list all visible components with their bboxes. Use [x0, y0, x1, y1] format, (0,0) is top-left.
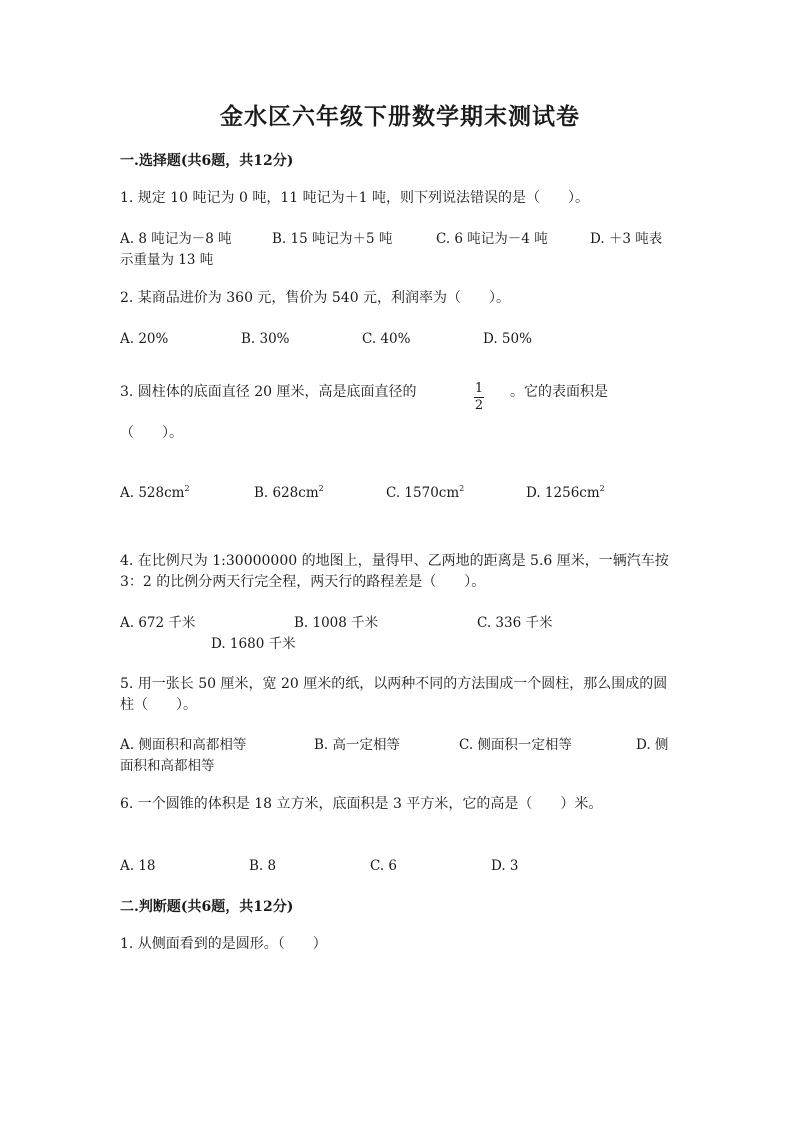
- unit-cm: cm: [438, 485, 460, 501]
- question-3-text: 3. 圆柱体的底面直径 20 厘米，高是底面直径的: [120, 384, 417, 400]
- unit-sup: 2: [318, 484, 324, 493]
- unit-cm: cm: [579, 485, 600, 501]
- unit-cm: cm: [298, 485, 319, 501]
- q6-option-b: B. 8: [249, 858, 277, 874]
- section-heading-judgment: 二.判断题(共6题，共12分): [120, 899, 294, 915]
- q1-option-b: B. 15 吨记为＋5 吨: [272, 231, 393, 247]
- q3-option-a-value: A. 528: [120, 485, 165, 501]
- question-3-text-after: 。它的表面积是: [510, 384, 608, 400]
- question-2-text: 2. 某商品进价为 360 元，售价为 540 元，利润率为（ ）。: [120, 290, 511, 306]
- q3-option-b-value: B. 628: [254, 485, 299, 501]
- q5-option-d-continued: 面积和高都相等: [120, 758, 215, 774]
- q3-option-c-value: C. 1570: [386, 485, 439, 501]
- q3-option-d-value: D. 1256: [526, 485, 580, 501]
- q5-option-b: B. 高一定相等: [314, 737, 401, 753]
- fraction-one-half: [474, 377, 484, 413]
- q4-option-b: B. 1008 千米: [294, 615, 379, 631]
- unit-sup: 2: [184, 484, 190, 493]
- page-title: 金水区六年级下册数学期末测试卷: [220, 103, 580, 130]
- q2-option-a: A. 20%: [120, 331, 169, 347]
- question-1-text: 1. 规定 10 吨记为 0 吨，11 吨记为＋1 吨，则下列说法错误的是（ ）。: [120, 190, 589, 206]
- q3-option-d: [526, 478, 605, 504]
- section-heading-choice: 一.选择题(共6题，共12分): [120, 153, 294, 169]
- q4-option-d: D. 1680 千米: [211, 636, 296, 652]
- unit-sup: 2: [599, 484, 605, 493]
- unit-sup: 2: [459, 484, 465, 493]
- question-4-text: 4. 在比例尺为 1:30000000 的地图上，量得甲、乙两地的距离是 5.6 厘米，一辆汽车按 3：2 的比例分两天行完全程，两天行的路程差是（ ）。: [120, 553, 669, 590]
- q4-option-c: C. 336 千米: [477, 615, 553, 631]
- q1-option-a: A. 8 吨记为－8 吨: [120, 231, 232, 247]
- question-5-text: 5. 用一张长 50 厘米，宽 20 厘米的纸，以两种不同的方法围成一个圆柱，那么围成的圆柱（ ）。: [120, 676, 668, 713]
- q3-option-b: [254, 478, 324, 504]
- question-6-text: 6. 一个圆锥的体积是 18 立方米，底面积是 3 平方米，它的高是（ ）米。: [120, 796, 603, 812]
- q3-option-a: [120, 478, 190, 504]
- q2-option-c: C. 40%: [362, 331, 411, 347]
- q2-option-b: B. 30%: [241, 331, 290, 347]
- q4-option-a: A. 672 千米: [120, 615, 196, 631]
- unit-cm: cm: [164, 485, 185, 501]
- q3-option-c: [386, 478, 464, 504]
- fraction-denominator: 2: [474, 398, 484, 413]
- fraction-numerator: 1: [474, 381, 484, 396]
- q1-option-d: D. ＋3 吨表: [590, 231, 663, 247]
- question-3-text-line2: （ ）。: [120, 425, 183, 441]
- q6-option-c: C. 6: [370, 858, 398, 874]
- q1-option-d-continued: 示重量为 13 吨: [120, 252, 214, 268]
- q5-option-a: A. 侧面积和高都相等: [120, 737, 247, 753]
- q5-option-d: D. 侧: [636, 737, 669, 753]
- q6-option-d: D. 3: [491, 858, 519, 874]
- q2-option-d: D. 50%: [483, 331, 532, 347]
- q1-option-c: C. 6 吨记为－4 吨: [436, 231, 548, 247]
- q5-option-c: C. 侧面积一定相等: [459, 737, 572, 753]
- q6-option-a: A. 18: [120, 858, 156, 874]
- judgment-1-text: 1. 从侧面看到的是圆形。（ ）: [120, 936, 327, 952]
